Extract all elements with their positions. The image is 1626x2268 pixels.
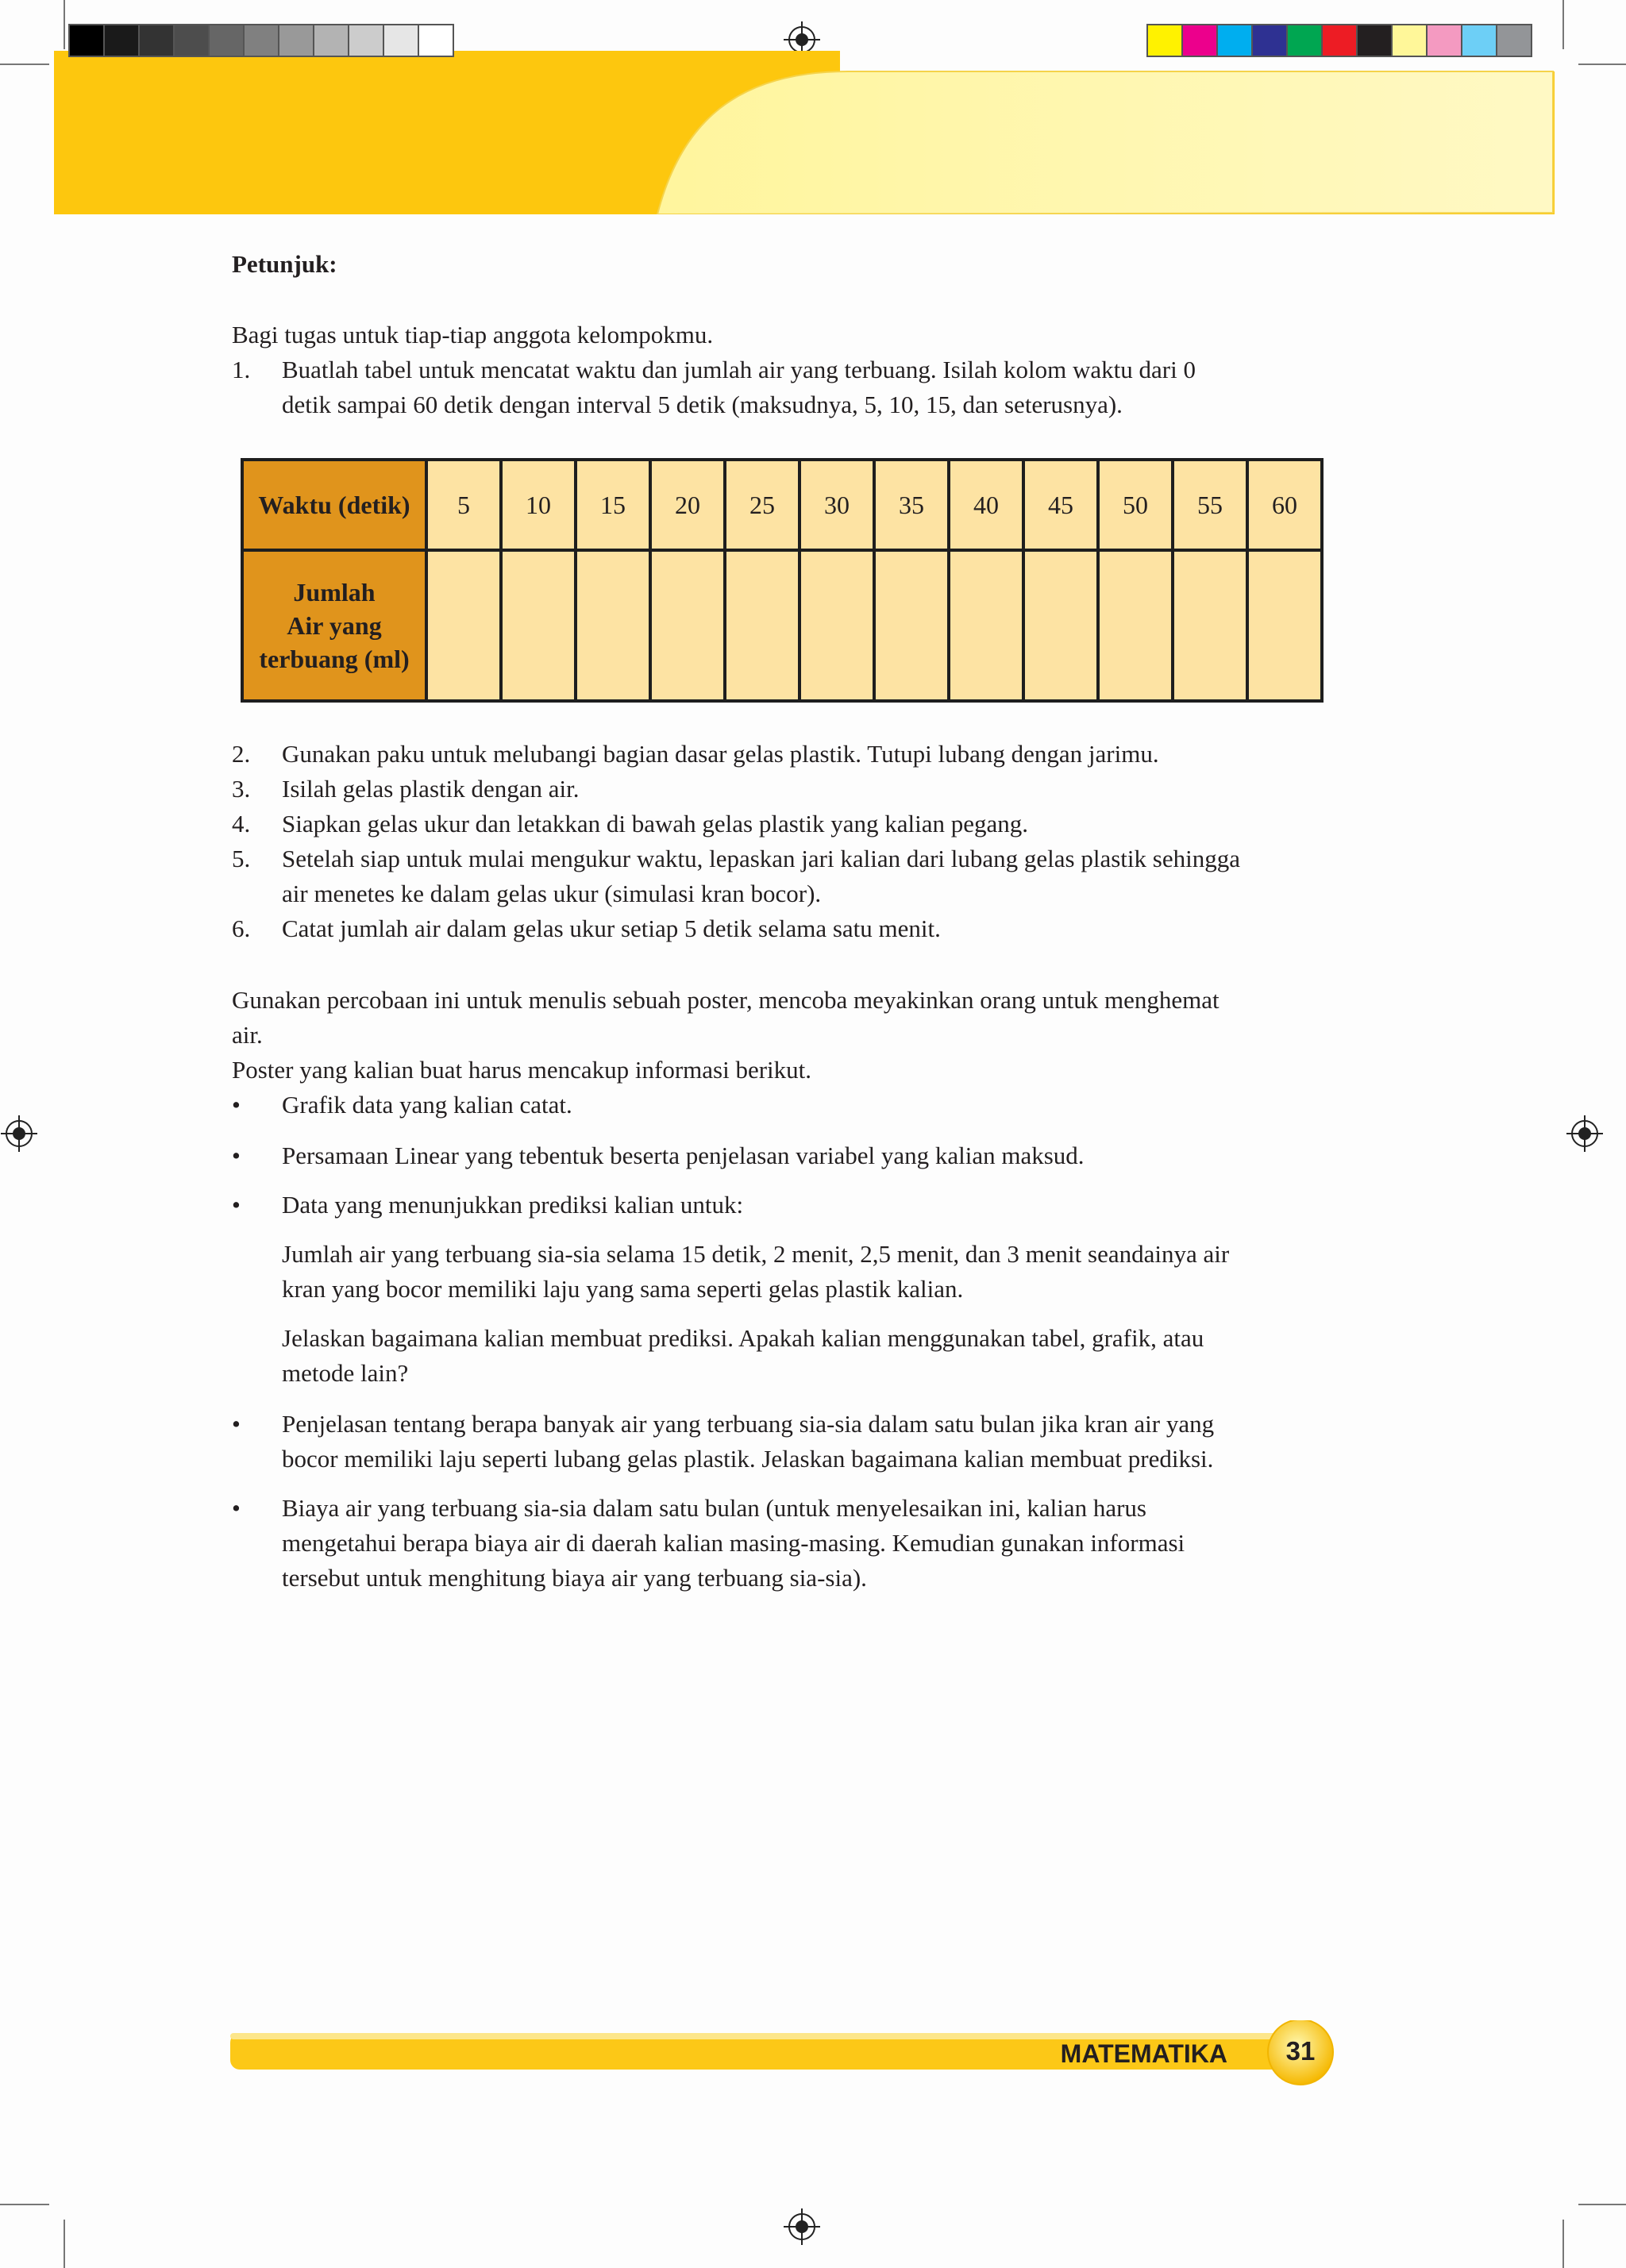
calibration-swatch: [103, 24, 140, 57]
water-header-line: terbuang (ml): [259, 645, 410, 673]
header-banner: [54, 51, 1555, 214]
water-header-line: Air yang: [287, 611, 382, 640]
time-cell: 35: [874, 460, 949, 550]
calibration-swatch: [173, 24, 210, 57]
water-cell: [725, 550, 800, 701]
step-text: Gunakan paku untuk melubangi bagian dasar gelas plastik. Tutupi lubang dengan jarimu.: [282, 740, 1159, 768]
time-cell: 60: [1247, 460, 1322, 550]
calibration-swatch: [1286, 24, 1323, 57]
bullet-icon: •: [232, 1091, 241, 1119]
registration-mark-icon: [788, 2213, 815, 2240]
calibration-swatch: [68, 24, 105, 57]
water-cell: [501, 550, 576, 701]
bullet-text: bocor memiliki laju seperti lubang gelas plastik. Jelaskan bagaimana kalian membuat prediksi.: [282, 1445, 1214, 1473]
calibration-swatch: [348, 24, 384, 57]
water-cell: [1098, 550, 1173, 701]
step-text: Catat jumlah air dalam gelas ukur setiap 5 detik selama satu menit.: [282, 915, 941, 942]
calibration-swatch: [138, 24, 175, 57]
crop-mark: [1562, 0, 1564, 49]
step-text: air menetes ke dalam gelas ukur (simulasi kran bocor).: [282, 880, 822, 907]
water-cell: [576, 550, 650, 701]
water-cell: [1023, 550, 1098, 701]
time-row: [242, 460, 1322, 550]
water-row: [242, 550, 1322, 701]
bullet-text: tersebut untuk menghitung biaya air yang terbuang sia-sia).: [282, 1564, 867, 1592]
crop-mark: [64, 2220, 65, 2268]
time-cell: 40: [949, 460, 1023, 550]
step-number: 5.: [232, 845, 251, 872]
calibration-swatch: [278, 24, 314, 57]
bullet-icon: •: [232, 1494, 241, 1522]
bullet-text: Penjelasan tentang berapa banyak air yang terbuang sia-sia dalam satu bulan jika kran air yang: [282, 1410, 1215, 1438]
time-cell: 5: [426, 460, 501, 550]
bullet-subtext: Jelaskan bagaimana kalian membuat prediksi. Apakah kalian menggunakan tabel, grafik, atau: [282, 1324, 1204, 1352]
calibration-swatch: [208, 24, 245, 57]
bullet-icon: •: [232, 1142, 241, 1169]
calibration-swatch: [418, 24, 454, 57]
time-cell: 45: [1023, 460, 1098, 550]
water-cell: [874, 550, 949, 701]
water-cell: [800, 550, 874, 701]
bullet-text: Biaya air yang terbuang sia-sia dalam satu bulan (untuk menyelesaikan ini, kalian harus: [282, 1494, 1146, 1522]
bullet-text: mengetahui berapa biaya air di daerah kalian masing-masing. Kemudian gunakan informasi: [282, 1529, 1185, 1557]
time-cell: 25: [725, 460, 800, 550]
time-cell: 30: [800, 460, 874, 550]
step-text: Siapkan gelas ukur dan letakkan di bawah gelas plastik yang kalian pegang.: [282, 810, 1029, 838]
registration-mark-icon: [788, 26, 815, 53]
step-text: Buatlah tabel untuk mencatat waktu dan jumlah air yang terbuang. Isilah kolom waktu dari 0: [282, 356, 1196, 383]
poster-intro: air.: [232, 1021, 263, 1049]
water-cell: [1247, 550, 1322, 701]
poster-intro: Gunakan percobaan ini untuk menulis sebuah poster, mencoba meyakinkan orang untuk menghemat: [232, 986, 1220, 1014]
time-row-header: Waktu (detik): [242, 460, 426, 550]
water-cell: [426, 550, 501, 701]
calibration-swatch: [1321, 24, 1358, 57]
poster-intro: Poster yang kalian buat harus mencakup informasi berikut.: [232, 1056, 812, 1084]
crop-mark: [64, 0, 65, 49]
intro-text: Bagi tugas untuk tiap-tiap anggota kelompokmu.: [232, 321, 714, 348]
crop-mark: [1562, 2220, 1564, 2268]
time-cell: 55: [1173, 460, 1247, 550]
footer-subject: MATEMATIKA: [1060, 2039, 1227, 2068]
water-cell: [1173, 550, 1247, 701]
page-number: 31: [1285, 2036, 1316, 2066]
time-cell: 50: [1098, 460, 1173, 550]
step-text: Setelah siap untuk mulai mengukur waktu, lepaskan jari kalian dari lubang gelas plastik sehingga: [282, 845, 1240, 872]
step-number: 3.: [232, 775, 251, 803]
calibration-swatch: [1356, 24, 1393, 57]
petunjuk-heading: Petunjuk:: [232, 250, 337, 278]
step-number: 1.: [232, 356, 251, 383]
time-cell: 15: [576, 460, 650, 550]
calibration-swatch: [1216, 24, 1253, 57]
registration-mark-icon: [6, 1120, 33, 1147]
bullet-icon: •: [232, 1191, 241, 1219]
crop-mark: [0, 64, 49, 65]
step-number: 2.: [232, 740, 251, 768]
calibration-swatch: [1251, 24, 1288, 57]
calibration-swatch: [1496, 24, 1532, 57]
calibration-swatch: [1461, 24, 1497, 57]
calibration-swatch: [1181, 24, 1218, 57]
water-header-line: Jumlah: [293, 578, 376, 606]
step-number: 4.: [232, 810, 251, 838]
bullet-subtext: kran yang bocor memiliki laju yang sama seperti gelas plastik kalian.: [282, 1275, 964, 1303]
crop-mark: [1578, 2204, 1626, 2205]
time-cell: 20: [650, 460, 725, 550]
bullet-text: Grafik data yang kalian catat.: [282, 1091, 572, 1119]
water-cell: [650, 550, 725, 701]
calibration-swatch: [1426, 24, 1462, 57]
bullet-text: Persamaan Linear yang tebentuk beserta penjelasan variabel yang kalian maksud.: [282, 1142, 1085, 1169]
step-text: Isilah gelas plastik dengan air.: [282, 775, 580, 803]
bullet-icon: •: [232, 1410, 241, 1438]
data-table: [241, 458, 1324, 703]
crop-mark: [0, 2204, 49, 2205]
bullet-subtext: metode lain?: [282, 1359, 409, 1387]
calibration-swatch: [1146, 24, 1183, 57]
registration-mark-icon: [1571, 1120, 1598, 1147]
calibration-swatch: [243, 24, 279, 57]
calibration-swatch: [1391, 24, 1428, 57]
water-cell: [949, 550, 1023, 701]
step-text: detik sampai 60 detik dengan interval 5 detik (maksudnya, 5, 10, 15, dan seterusnya).: [282, 391, 1123, 418]
water-row-header: [242, 550, 426, 701]
time-cell: 10: [501, 460, 576, 550]
calibration-swatch: [383, 24, 419, 57]
calibration-swatch: [313, 24, 349, 57]
bullet-subtext: Jumlah air yang terbuang sia-sia selama 15 detik, 2 menit, 2,5 menit, dan 3 menit seandainya air: [282, 1240, 1230, 1268]
step-number: 6.: [232, 915, 251, 942]
bullet-text: Data yang menunjukkan prediksi kalian untuk:: [282, 1191, 744, 1219]
crop-mark: [1578, 64, 1626, 65]
